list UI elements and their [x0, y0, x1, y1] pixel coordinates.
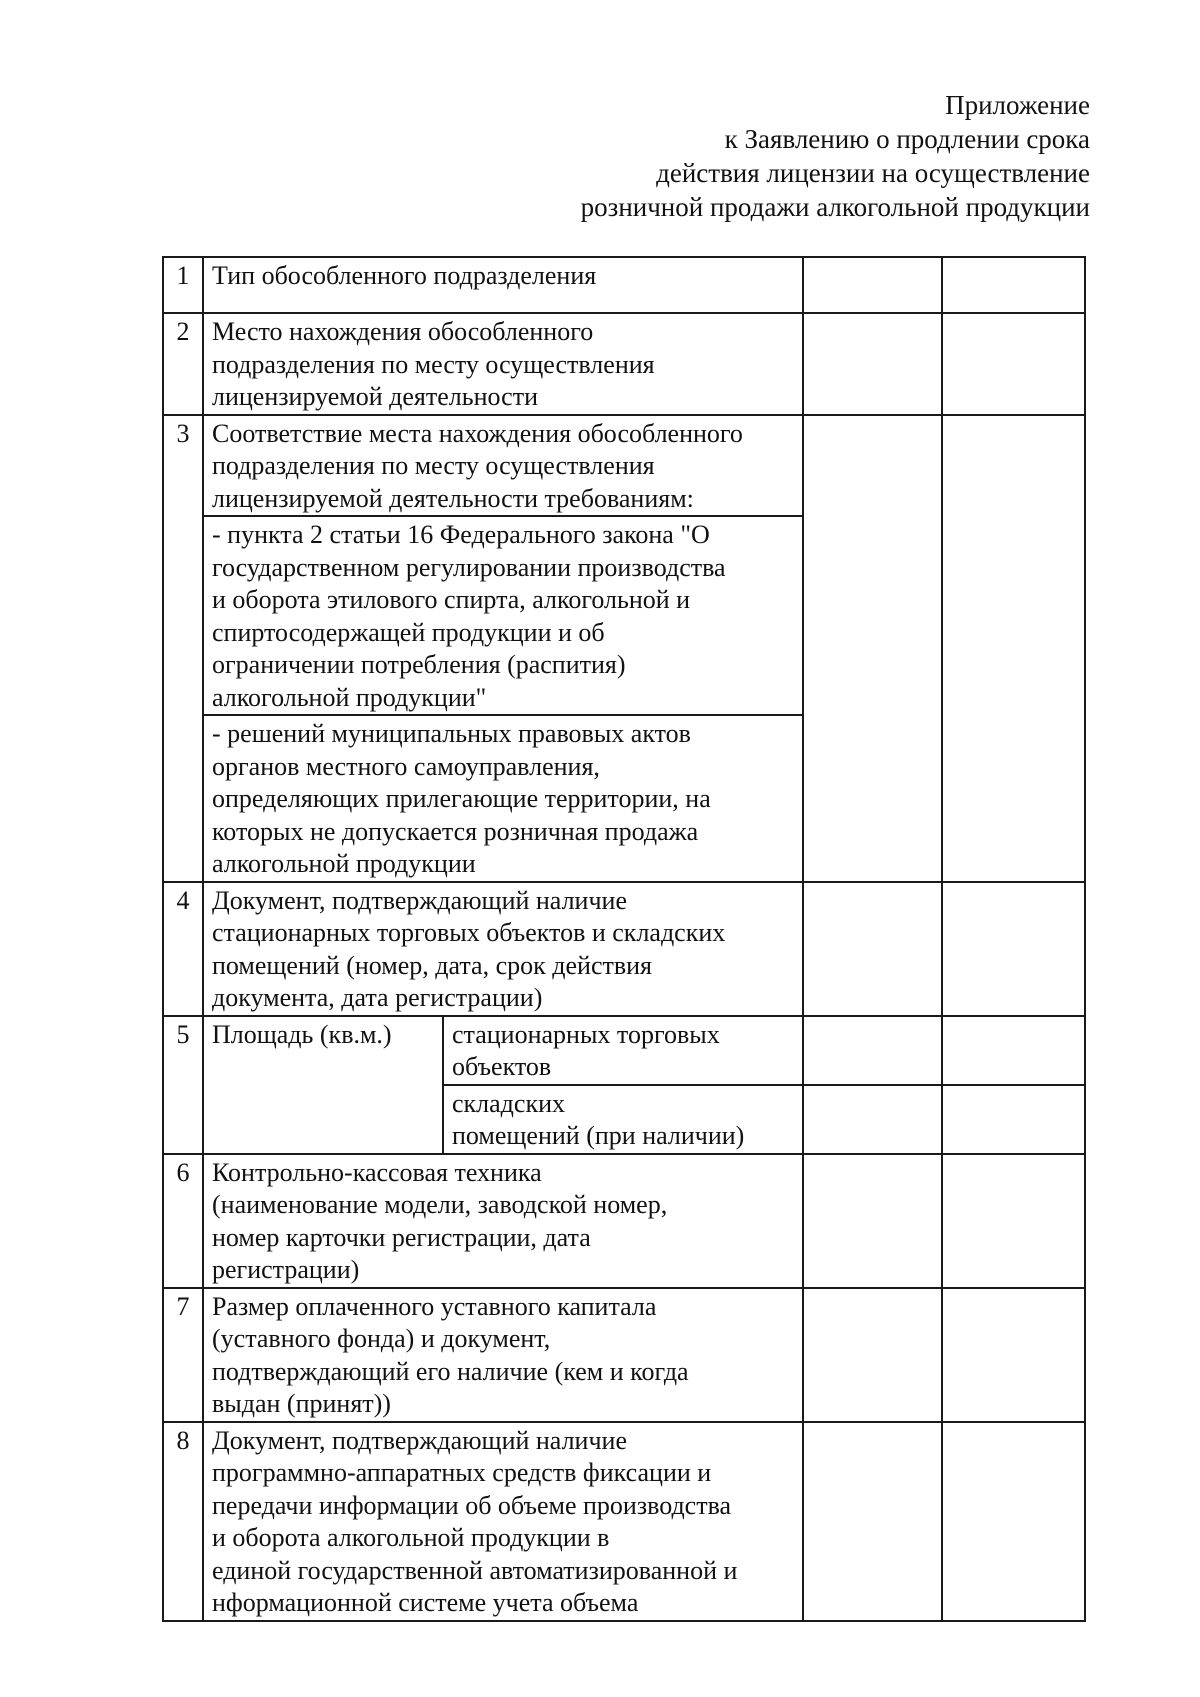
value-cell[interactable]	[803, 415, 942, 882]
text-line: алкогольной продукции	[212, 849, 476, 878]
text-line: помещений (номер, дата, срок действия	[212, 950, 653, 980]
row-description	[203, 257, 803, 313]
row-description	[203, 415, 803, 517]
value-cell[interactable]	[942, 1016, 1085, 1085]
text-line: лицензируемой деятельности	[212, 382, 539, 411]
header-line: к Заявлению о продлении срока	[724, 124, 1090, 154]
text-line: помещений (при наличии)	[452, 1121, 745, 1150]
value-cell[interactable]	[942, 257, 1085, 313]
text-line: стационарных торговых объектов и складских	[212, 918, 726, 947]
text-line: складских	[452, 1088, 566, 1118]
row-description	[203, 313, 803, 415]
value-cell[interactable]	[803, 882, 942, 1016]
table-row	[163, 313, 1085, 415]
text-line: Документ, подтверждающий наличие	[212, 1425, 627, 1455]
text-line: Размер оплаченного уставного капитала	[212, 1291, 657, 1321]
area-subitem	[443, 1085, 803, 1154]
row-number: 2	[163, 313, 203, 415]
text-line: и оборота этилового спирта, алкогольной и	[212, 585, 691, 614]
row-description	[203, 1154, 803, 1288]
text-line: Место нахождения обособленного	[212, 317, 594, 346]
row-description	[203, 1422, 803, 1621]
row-description	[203, 516, 803, 715]
row-number: 8	[163, 1422, 203, 1621]
header-line: действия лицензии на осуществление	[656, 158, 1090, 188]
value-cell[interactable]	[803, 313, 942, 415]
table-row	[163, 882, 1085, 1016]
application-table	[162, 256, 1086, 1622]
header-line: розничной продажи алкогольной продукции	[580, 192, 1090, 222]
table-row	[163, 1154, 1085, 1288]
header-line: Приложение	[945, 90, 1090, 120]
text-line: - решений муниципальных правовых актов	[212, 719, 691, 748]
text-line: Документ, подтверждающий наличие	[212, 885, 627, 915]
value-cell[interactable]	[803, 1288, 942, 1422]
text-line: (наименование модели, заводской номер,	[212, 1190, 668, 1219]
text-line: Площадь (кв.м.)	[212, 1019, 392, 1049]
row-description	[203, 882, 803, 1016]
text-line: нформационной системе учета объема	[212, 1588, 639, 1617]
text-line: стационарных торговых	[452, 1019, 720, 1049]
text-line: определяющих прилегающие территории, на	[212, 784, 711, 813]
text-line: - пункта 2 статьи 16 Федерального закона "О	[212, 520, 710, 549]
value-cell[interactable]	[942, 415, 1085, 882]
text-line: спиртосодержащей продукции и об	[212, 617, 605, 647]
value-cell[interactable]	[942, 313, 1085, 415]
value-cell[interactable]	[942, 1288, 1085, 1422]
value-cell[interactable]	[942, 1154, 1085, 1288]
row-number: 4	[163, 882, 203, 1016]
value-cell[interactable]	[803, 1016, 942, 1085]
text-line: государственном регулировании производства	[212, 552, 726, 582]
row-number: 5	[163, 1016, 203, 1154]
value-cell[interactable]	[803, 1422, 942, 1621]
area-label	[203, 1016, 443, 1154]
value-cell[interactable]	[942, 1422, 1085, 1621]
text-line: документа, дата регистрации)	[212, 983, 543, 1012]
table-row	[163, 257, 1085, 313]
text-line: передачи информации об объеме производства	[212, 1490, 732, 1520]
value-cell[interactable]	[803, 1085, 942, 1154]
text-line: Тип обособленного подразделения	[212, 261, 597, 290]
value-cell[interactable]	[942, 882, 1085, 1016]
text-line: подразделения по месту осуществления	[212, 451, 655, 480]
table-row	[163, 1016, 1085, 1085]
text-line: объектов	[452, 1052, 552, 1081]
text-line: алкогольной продукции"	[212, 682, 487, 712]
text-line: регистрации)	[212, 1255, 360, 1284]
text-line: лицензируемой деятельности требованиям:	[212, 483, 694, 513]
text-line: (уставного фонда) и документ,	[212, 1324, 551, 1353]
text-line: Соответствие места нахождения обособленного	[212, 418, 743, 448]
text-line: органов местного самоуправления,	[212, 751, 600, 781]
row-number: 1	[163, 257, 203, 313]
row-number: 7	[163, 1288, 203, 1422]
text-line: программно-аппаратных средств фиксации и	[212, 1458, 712, 1487]
row-number: 6	[163, 1154, 203, 1288]
text-line: ограничении потребления (распития)	[212, 650, 626, 679]
text-line: единой государственной автоматизированной и	[212, 1555, 738, 1585]
row-description	[203, 715, 803, 882]
text-line: и оборота алкогольной продукции в	[212, 1523, 610, 1552]
text-line: подразделения по месту осуществления	[212, 349, 655, 379]
row-description	[203, 1288, 803, 1422]
table-row	[163, 1422, 1085, 1621]
text-line: выдан (принят))	[212, 1389, 391, 1418]
text-line: Контрольно-кассовая техника	[212, 1157, 542, 1187]
text-line: номер карточки регистрации, дата	[212, 1222, 591, 1252]
value-cell[interactable]	[803, 257, 942, 313]
row-number: 3	[163, 415, 203, 882]
text-line: подтверждающий его наличие (кем и когда	[212, 1356, 689, 1386]
table-row	[163, 1288, 1085, 1422]
appendix-header	[581, 88, 1090, 224]
value-cell[interactable]	[942, 1085, 1085, 1154]
text-line: которых не допускается розничная продажа	[212, 816, 699, 846]
value-cell[interactable]	[803, 1154, 942, 1288]
table-row	[163, 415, 1085, 517]
area-subitem	[443, 1016, 803, 1085]
